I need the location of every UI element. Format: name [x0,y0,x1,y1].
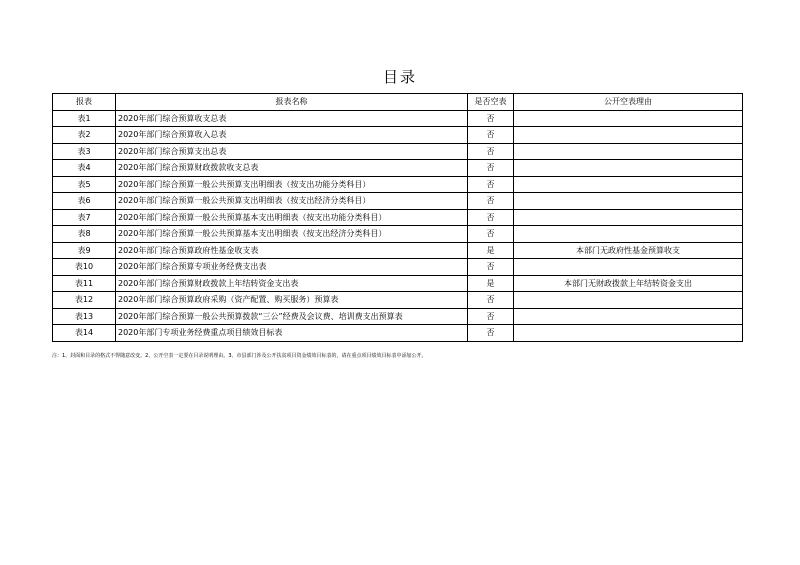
row-report-id: 表8 [53,226,116,243]
row-is-empty: 否 [468,110,514,127]
table-row [53,259,743,276]
row-empty-reason [514,209,743,226]
row-empty-reason [514,226,743,243]
row-report-name: 2020年部门综合预算一般公共预算拨款“三公”经费及会议费、培训费支出预算表 [116,308,468,325]
table-row [53,110,743,127]
row-report-id: 表7 [53,209,116,226]
table-row [53,176,743,193]
row-empty-reason: 本部门无财政拨款上年结转资金支出 [514,275,743,292]
row-report-id: 表1 [53,110,116,127]
row-is-empty: 否 [468,193,514,210]
row-report-name: 2020年部门专项业务经费重点项目绩效目标表 [116,325,468,342]
table-row [53,143,743,160]
footnote: 注：1、封面和目录的格式不得随意改变。2、公开空表一定要在目录说明理由。3、市县部门涉及公开扶贫项目资金绩效目标表的，请在重点项目绩效目标表中添加公开。 [52,353,427,359]
row-is-empty: 否 [468,325,514,342]
row-report-name: 2020年部门综合预算一般公共预算支出明细表（按支出经济分类科目） [116,193,468,210]
row-report-id: 表6 [53,193,116,210]
row-report-name: 2020年部门综合预算一般公共预算基本支出明细表（按支出经济分类科目） [116,226,468,243]
row-is-empty: 否 [468,176,514,193]
row-report-id: 表9 [53,242,116,259]
row-report-name: 2020年部门综合预算收支总表 [116,110,468,127]
table-row [53,209,743,226]
row-report-id: 表13 [53,308,116,325]
header-empty-reason: 公开空表理由 [514,94,743,111]
row-empty-reason [514,127,743,144]
table-body [53,110,743,341]
row-empty-reason [514,325,743,342]
row-empty-reason [514,308,743,325]
table-row [53,275,743,292]
row-report-id: 表14 [53,325,116,342]
row-empty-reason [514,259,743,276]
row-empty-reason [514,160,743,177]
table-row [53,193,743,210]
page-title: 目录 [382,68,417,86]
table-row [53,308,743,325]
row-report-name: 2020年部门综合预算政府采购（资产配置、购买服务）预算表 [116,292,468,309]
row-empty-reason [514,110,743,127]
row-empty-reason: 本部门无政府性基金预算收支 [514,242,743,259]
row-report-name: 2020年部门综合预算一般公共预算基本支出明细表（按支出功能分类科目） [116,209,468,226]
row-is-empty: 否 [468,160,514,177]
row-is-empty: 否 [468,292,514,309]
row-report-id: 表4 [53,160,116,177]
row-report-name: 2020年部门综合预算政府性基金收支表 [116,242,468,259]
table-header-row [53,94,743,111]
row-report-id: 表2 [53,127,116,144]
row-is-empty: 否 [468,226,514,243]
row-report-name: 2020年部门综合预算一般公共预算支出明细表（按支出功能分类科目） [116,176,468,193]
row-report-name: 2020年部门综合预算财政拨款上年结转资金支出表 [116,275,468,292]
row-is-empty: 否 [468,259,514,276]
row-is-empty: 是 [468,242,514,259]
row-empty-reason [514,143,743,160]
row-report-id: 表10 [53,259,116,276]
table-row [53,226,743,243]
row-report-name: 2020年部门综合预算支出总表 [116,143,468,160]
header-report-id: 报表 [53,94,116,111]
table-row [53,127,743,144]
row-report-name: 2020年部门综合预算收入总表 [116,127,468,144]
table-row [53,160,743,177]
row-empty-reason [514,176,743,193]
row-report-id: 表12 [53,292,116,309]
table-row [53,325,743,342]
row-is-empty: 否 [468,143,514,160]
row-report-name: 2020年部门综合预算财政拨款收支总表 [116,160,468,177]
row-empty-reason [514,193,743,210]
table-of-contents [52,93,743,342]
row-report-name: 2020年部门综合预算专项业务经费支出表 [116,259,468,276]
row-report-id: 表5 [53,176,116,193]
row-is-empty: 否 [468,209,514,226]
header-report-name: 报表名称 [116,94,468,111]
header-is-empty: 是否空表 [468,94,514,111]
table-row [53,292,743,309]
row-empty-reason [514,292,743,309]
row-report-id: 表3 [53,143,116,160]
table-row [53,242,743,259]
row-report-id: 表11 [53,275,116,292]
row-is-empty: 否 [468,308,514,325]
row-is-empty: 是 [468,275,514,292]
row-is-empty: 否 [468,127,514,144]
